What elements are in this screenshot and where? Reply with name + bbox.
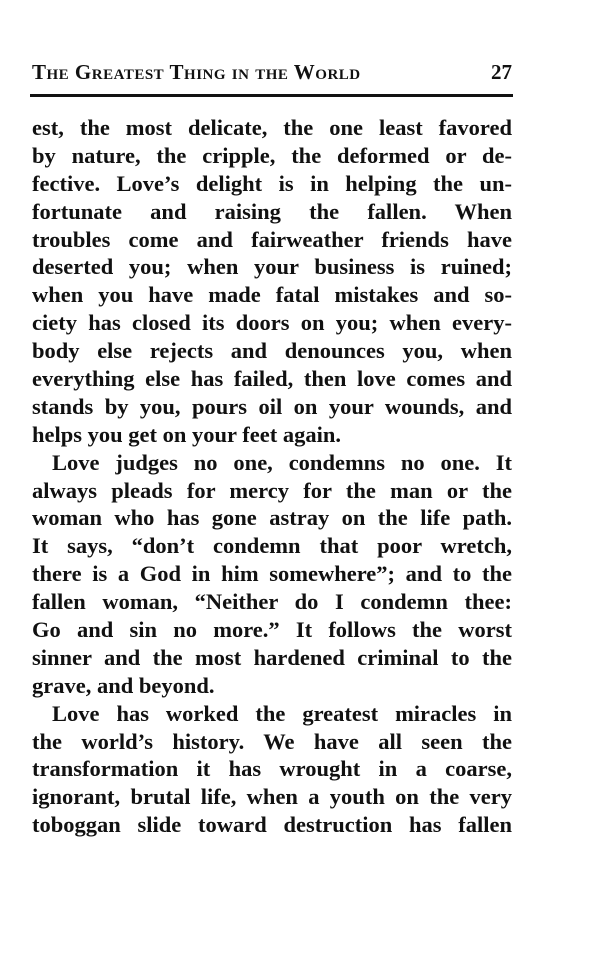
text-line: deserted you; when your business is ruined; [32,254,512,280]
running-header [32,60,512,90]
text-line: fortunate and raising the fallen. When [32,198,512,224]
text-line: est, the most delicate, the one least favored [32,115,512,140]
text-line: It says, “don’t condemn that poor wretch, [32,533,512,559]
text-line: ignorant, brutal life, when a youth on the very [32,784,512,810]
text-line: Go and sin no more.” It follows the worst [32,617,512,643]
text-line: Love judges no one, condemns no one. It [52,449,512,475]
text-line: Love has worked the greatest miracles in [52,700,512,726]
text-line: everything else has failed, then love comes and [32,366,512,392]
text-line: transformation it has wrought in a coarse, [32,756,512,782]
text-line: ciety has closed its doors on you; when every- [32,310,512,336]
text-line: stands by you, pours oil on your wounds, and [32,393,512,419]
text-line: by nature, the cripple, the deformed or de- [32,142,512,168]
text-line: troubles come and fairweather friends have [32,226,512,252]
text-line: fallen woman, “Neither do I condemn thee: [32,589,512,615]
text-line: sinner and the most hardened criminal to the [32,644,512,670]
text-line: body else rejects and denounces you, when [32,338,512,364]
text-line: when you have made fatal mistakes and so- [32,282,512,308]
header-rule [30,94,513,97]
page-number: 27 [491,60,512,84]
text-line: always pleads for mercy for the man or the [32,477,512,503]
text-line: toboggan slide toward destruction has fallen [32,812,512,838]
body-text [32,114,512,839]
text-line: woman who has gone astray on the life path. [32,505,512,531]
text-line: fective. Love’s delight is in helping the un- [32,170,512,196]
text-line: the world’s history. We have all seen the [32,728,512,754]
text-line: grave, and beyond. [32,672,215,698]
text-line: there is a God in him somewhere”; and to the [32,561,512,587]
running-title: The Greatest Thing in the World [32,60,361,84]
text-line: helps you get on your feet again. [32,421,341,447]
